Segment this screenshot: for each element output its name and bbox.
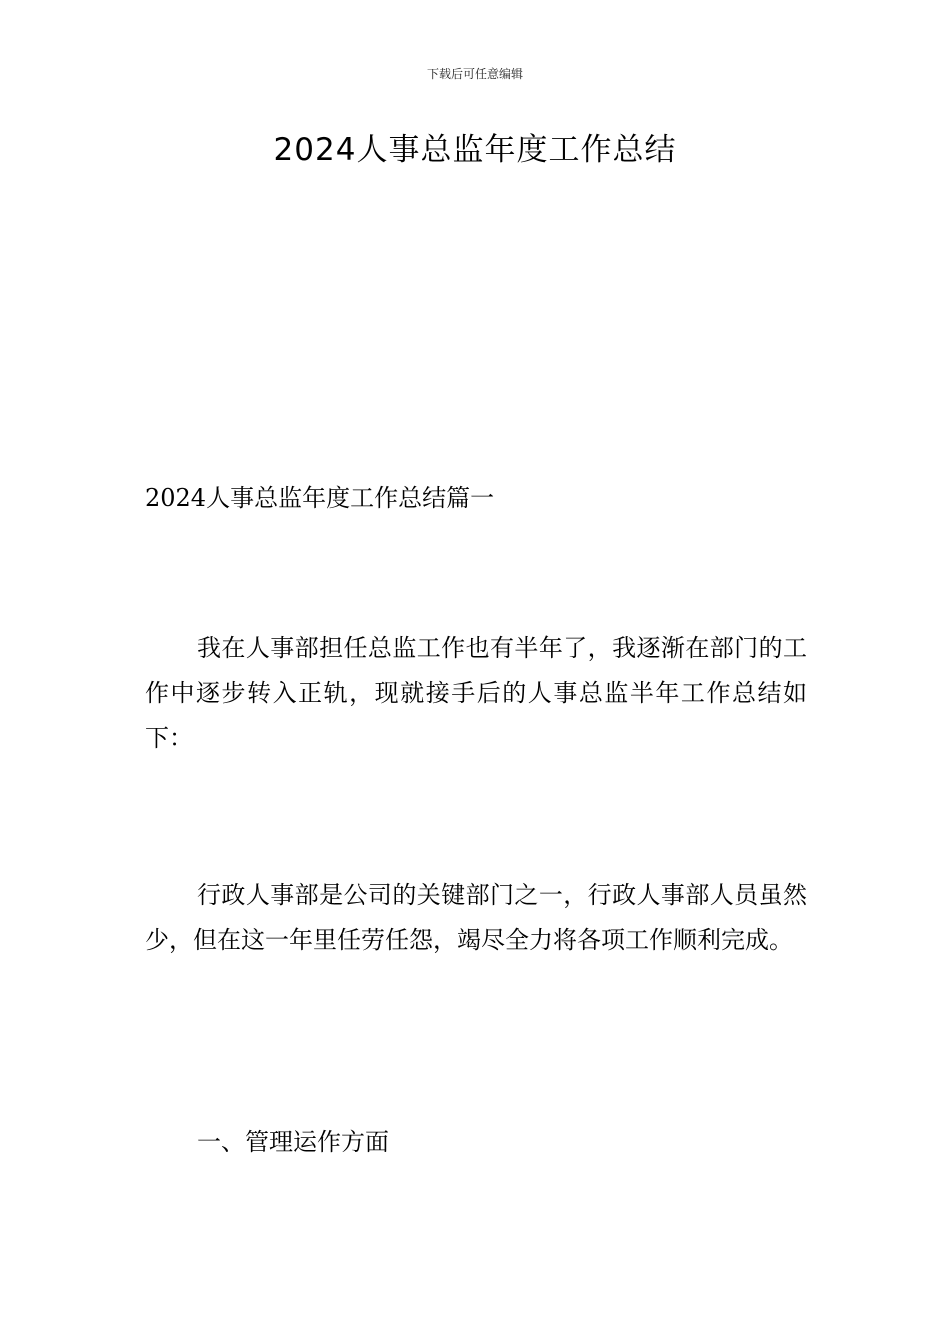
paragraph-intro: 我在人事部担任总监工作也有半年了，我逐渐在部门的工作中逐步转入正轨，现就接手后的人事总监半年工作总结如下： xyxy=(145,634,807,752)
document-title: 2024人事总监年度工作总结 xyxy=(273,132,677,168)
header-note: 下载后可任意编辑 xyxy=(426,67,523,81)
paragraph-department: 行政人事部是公司的关键部门之一，行政人事部人员虽然少，但在这一年里任劳任怨，竭尽全力将各项工作顺利完成。 xyxy=(145,881,807,954)
section-heading: 2024人事总监年度工作总结篇一 xyxy=(145,484,495,512)
subheading-management: 一、管理运作方面 xyxy=(197,1128,389,1156)
